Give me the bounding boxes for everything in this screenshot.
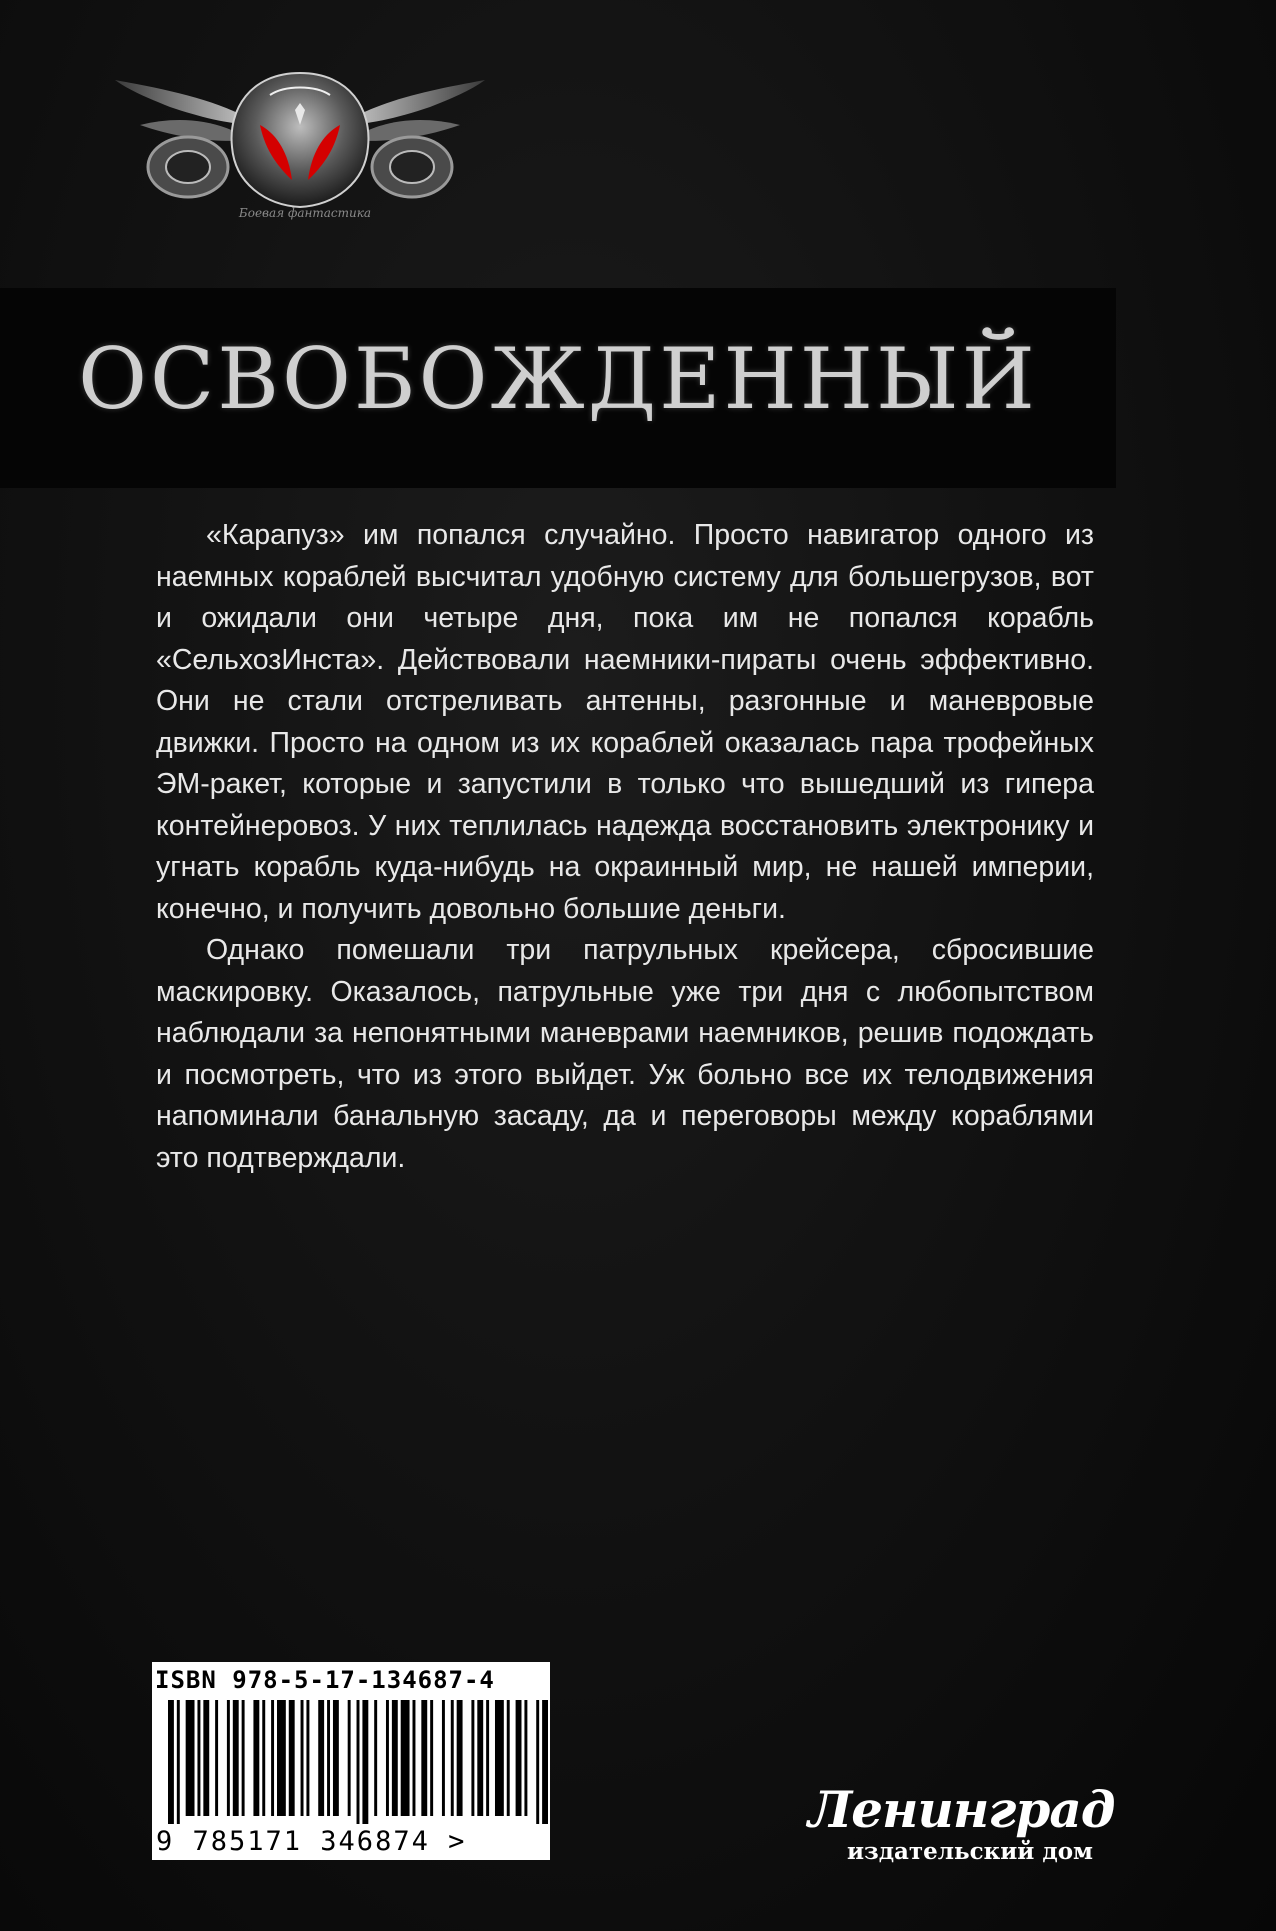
isbn-label: ISBN 978-5-17-134687-4 (155, 1666, 495, 1694)
barcode-bar (430, 1700, 433, 1816)
barcode-bar (451, 1700, 454, 1816)
barcode-bar (271, 1700, 274, 1816)
book-title: ОСВОБОЖДЕННЫЙ (78, 330, 1038, 428)
barcode-bar (536, 1700, 539, 1824)
barcode-bar (495, 1700, 504, 1816)
barcode-bar (401, 1700, 410, 1816)
publisher-name: Ленинград (808, 1780, 1115, 1839)
barcode-bar (471, 1700, 474, 1816)
barcode-bar (197, 1700, 200, 1816)
barcode-bar (203, 1700, 209, 1816)
barcode-bar (333, 1700, 339, 1816)
barcode-bar (227, 1700, 230, 1816)
publisher-subtitle: издательский дом (846, 1838, 1094, 1865)
emblem-caption: Боевая фантастика (238, 206, 372, 220)
barcode-bar (542, 1700, 548, 1824)
barcode-bar (168, 1700, 174, 1824)
isbn-barcode (152, 1662, 550, 1860)
barcode-bar (348, 1700, 351, 1816)
barcode-bar (386, 1700, 389, 1816)
annotation-paragraph: «Карапуз» им попался случайно. Просто навигатор одного из наемных кораблей высчитал удобную систему для большегрузов, вот и ожидали они четыре дня, пока им не попался корабль «СельхозИнста». Действовали наемники-пираты очень эффективно. Они не стали отстреливать антенны, разгонные и маневровые движки. Просто на одном из их кораблей оказалась пара трофейных ЭМ-ракет, которые и запустили в только что вышедший из гипера контейнеровоз. У них теплилась надежда восстановить электронику и угнать корабль куда-нибудь на окраинный мир, не нашей империи, конечно, и получить довольно большие деньги. (156, 519, 1094, 925)
barcode-bar (215, 1700, 218, 1816)
barcode-bar (374, 1700, 377, 1816)
barcode-bar (306, 1700, 309, 1816)
annotation-text (156, 515, 1094, 1179)
barcode-bar (524, 1700, 527, 1816)
barcode-bar (233, 1700, 239, 1816)
barcode-bar (262, 1700, 265, 1816)
skull-emblem-icon (110, 55, 490, 230)
barcode-bar (289, 1700, 295, 1816)
barcode-bar (442, 1700, 445, 1816)
barcode-bar (277, 1700, 286, 1816)
barcode-bar (242, 1700, 245, 1816)
barcode-bar (413, 1700, 416, 1816)
barcode-bar (457, 1700, 463, 1816)
barcode-bar (186, 1700, 195, 1816)
barcode-bar (392, 1700, 398, 1816)
barcode-bar (177, 1700, 180, 1824)
barcode-bar (486, 1700, 489, 1816)
barcode-bar (253, 1700, 259, 1816)
barcode-bar (327, 1700, 330, 1816)
barcode-bar (362, 1700, 368, 1824)
barcode-bar (357, 1700, 360, 1824)
barcode-bar (421, 1700, 427, 1816)
ean-digits: 9 785171 346874 > (156, 1826, 467, 1857)
barcode-icon (168, 1700, 548, 1824)
annotation-paragraph: Однако помешали три патрульных крейсера, сбросившие маскировку. Оказалось, патрульные уже три дня с любопытством наблюдали за непонятными маневрами наемников, решив подождать и посмотреть, что из этого выйдет. Уж больно все их телодвижения напоминали банальную засаду, да и переговоры между кораблями это подтверждали. (156, 934, 1094, 1174)
barcode-bar (477, 1700, 483, 1816)
publisher-logo (808, 1780, 1115, 1875)
barcode-bar (507, 1700, 510, 1816)
barcode-bar (516, 1700, 522, 1816)
barcode-bar (301, 1700, 304, 1816)
barcode-bar (318, 1700, 324, 1816)
